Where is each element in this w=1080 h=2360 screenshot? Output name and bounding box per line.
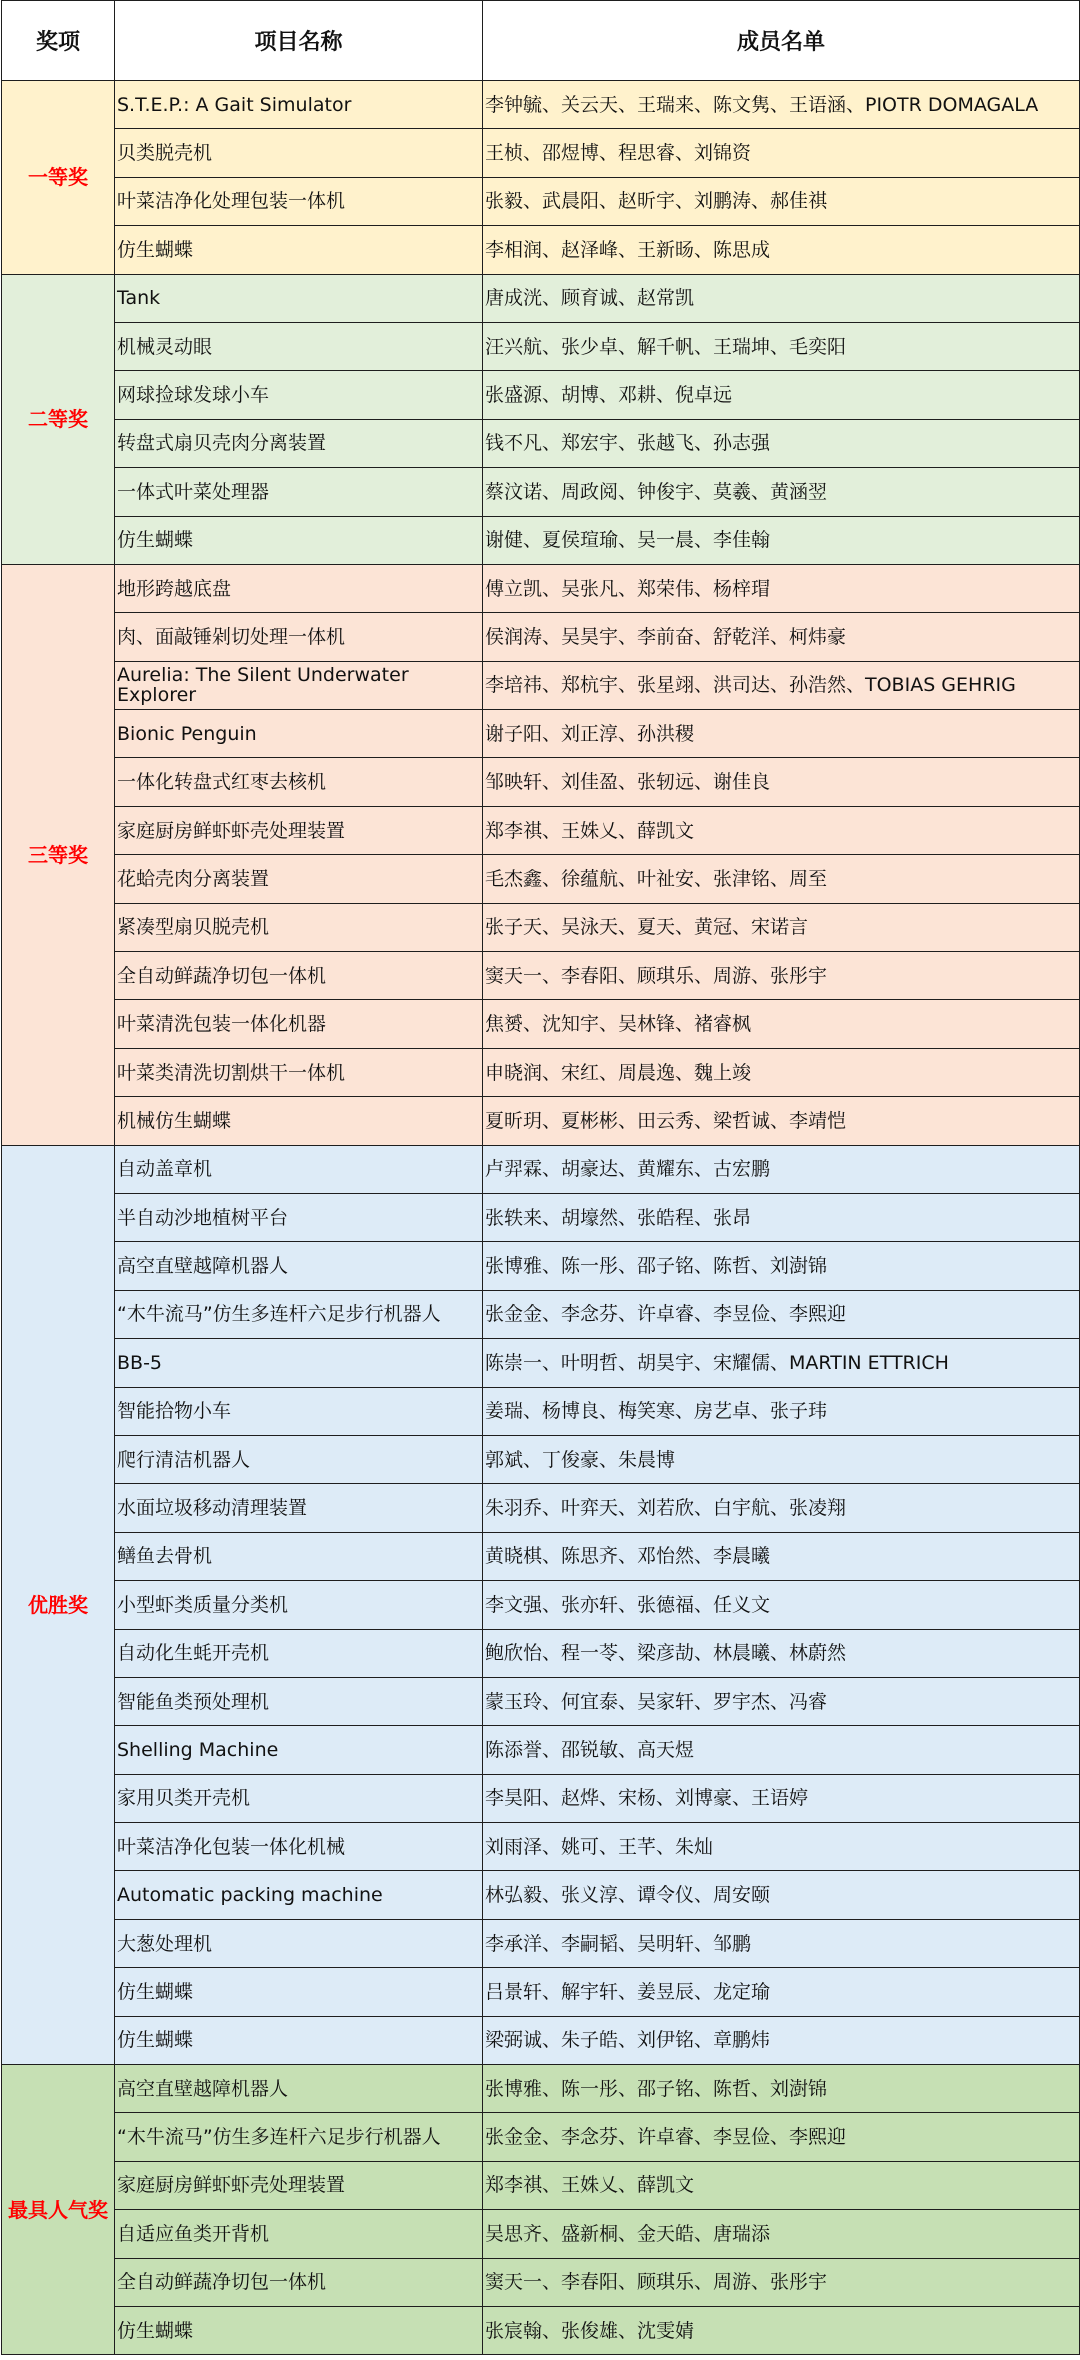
table-row bbox=[2, 1339, 1080, 1387]
table-row bbox=[2, 129, 1080, 177]
project-name-cell: “木牛流马”仿生多连杆六足步行机器人 bbox=[115, 2113, 483, 2161]
project-name-cell: 家庭厨房鲜虾虾壳处理装置 bbox=[115, 2161, 483, 2209]
project-name-cell: BB-5 bbox=[115, 1339, 483, 1387]
table-row bbox=[2, 1484, 1080, 1532]
table-row bbox=[2, 1823, 1080, 1871]
table-row bbox=[2, 564, 1080, 612]
member-list-cell: 郑李祺、王姝乂、薛凯文 bbox=[483, 806, 1080, 854]
header-project-name: 项目名称 bbox=[115, 1, 483, 81]
member-list-cell: 林弘毅、张义淳、谭令仪、周安颐 bbox=[483, 1871, 1080, 1919]
table-row bbox=[2, 1000, 1080, 1048]
member-list-cell: 李相润、赵泽峰、王新旸、陈思成 bbox=[483, 226, 1080, 274]
table-row bbox=[2, 177, 1080, 225]
project-name-cell: 自动化生蚝开壳机 bbox=[115, 1629, 483, 1677]
member-list-cell: 郑李祺、王姝乂、薛凯文 bbox=[483, 2161, 1080, 2209]
member-list-cell: 焦赟、沈知宇、吴林锋、褚睿枫 bbox=[483, 1000, 1080, 1048]
project-name-cell: 网球捡球发球小车 bbox=[115, 371, 483, 419]
project-name-cell: S.T.E.P.: A Gait Simulator bbox=[115, 81, 483, 129]
table-row bbox=[2, 1726, 1080, 1774]
member-list-cell: 李钟毓、关云天、王瑞来、陈文隽、王语涵、PIOTR DOMAGALA bbox=[483, 81, 1080, 129]
project-name-cell: 肉、面敲锤剁切处理一体机 bbox=[115, 613, 483, 661]
member-list-cell: 张博雅、陈一彤、邵子铭、陈哲、刘澍锦 bbox=[483, 1242, 1080, 1290]
project-name-cell: Automatic packing machine bbox=[115, 1871, 483, 1919]
member-list-cell: 张博雅、陈一彤、邵子铭、陈哲、刘澍锦 bbox=[483, 2065, 1080, 2113]
project-name-cell: 小型虾类质量分类机 bbox=[115, 1581, 483, 1629]
member-list-cell: 窦天一、李春阳、顾琪乐、周游、张彤宇 bbox=[483, 952, 1080, 1000]
table-row bbox=[2, 1532, 1080, 1580]
project-name-cell: Tank bbox=[115, 274, 483, 322]
table-row bbox=[2, 613, 1080, 661]
project-name-cell: 仿生蝴蝶 bbox=[115, 2306, 483, 2354]
table-row bbox=[2, 806, 1080, 854]
member-list-cell: 李昊阳、赵烨、宋杨、刘博豪、王语婷 bbox=[483, 1774, 1080, 1822]
table-row bbox=[2, 322, 1080, 370]
project-name-cell: 仿生蝴蝶 bbox=[115, 226, 483, 274]
project-name-cell: Aurelia: The Silent Underwater Explorer bbox=[115, 661, 483, 709]
table-row bbox=[2, 2161, 1080, 2209]
member-list-cell: 陈崇一、叶明哲、胡昊宇、宋耀儒、MARTIN ETTRICH bbox=[483, 1339, 1080, 1387]
awards-table bbox=[1, 0, 1080, 2355]
award-level-cell: 最具人气奖 bbox=[2, 2065, 115, 2355]
member-list-cell: 鲍欣怡、程一苓、梁彦劼、林晨曦、林蔚然 bbox=[483, 1629, 1080, 1677]
header-member-list: 成员名单 bbox=[483, 1, 1080, 81]
member-list-cell: 张宸翰、张俊雄、沈雯婧 bbox=[483, 2306, 1080, 2354]
member-list-cell: 张轶来、胡壕然、张皓程、张昂 bbox=[483, 1193, 1080, 1241]
table-row bbox=[2, 1048, 1080, 1096]
table-row bbox=[2, 1581, 1080, 1629]
table-row bbox=[2, 274, 1080, 322]
member-list-cell: 张子天、吴泳天、夏天、黄冠、宋诺言 bbox=[483, 903, 1080, 951]
table-row bbox=[2, 81, 1080, 129]
project-name-cell: 贝类脱壳机 bbox=[115, 129, 483, 177]
member-list-cell: 侯润涛、吴昊宇、李前奋、舒乾洋、柯炜豪 bbox=[483, 613, 1080, 661]
table-row bbox=[2, 371, 1080, 419]
member-list-cell: 夏昕玥、夏彬彬、田云秀、梁哲诚、李靖恺 bbox=[483, 1097, 1080, 1145]
member-list-cell: 李培祎、郑杭宇、张星翊、洪司达、孙浩然、TOBIAS GEHRIG bbox=[483, 661, 1080, 709]
project-name-cell: 叶菜类清洗切割烘干一体机 bbox=[115, 1048, 483, 1096]
project-name-cell: Bionic Penguin bbox=[115, 710, 483, 758]
table-row bbox=[2, 1871, 1080, 1919]
header-award: 奖项 bbox=[2, 1, 115, 81]
member-list-cell: 吕景轩、解宇轩、姜昱辰、龙定瑜 bbox=[483, 1968, 1080, 2016]
member-list-cell: 谢子阳、刘正淳、孙洪稷 bbox=[483, 710, 1080, 758]
table-row bbox=[2, 758, 1080, 806]
table-row bbox=[2, 661, 1080, 709]
project-name-cell: 自适应鱼类开背机 bbox=[115, 2210, 483, 2258]
member-list-cell: 吴思齐、盛新桐、金天皓、唐瑞添 bbox=[483, 2210, 1080, 2258]
member-list-cell: 朱羽乔、叶弈天、刘若欣、白宇航、张凌翔 bbox=[483, 1484, 1080, 1532]
award-table-body bbox=[2, 81, 1080, 2355]
award-level-cell: 优胜奖 bbox=[2, 1145, 115, 2064]
member-list-cell: 黄晓棋、陈思齐、邓怡然、李晨曦 bbox=[483, 1532, 1080, 1580]
project-name-cell: Shelling Machine bbox=[115, 1726, 483, 1774]
member-list-cell: 唐成洸、顾育诚、赵常凯 bbox=[483, 274, 1080, 322]
project-name-cell: 高空直壁越障机器人 bbox=[115, 1242, 483, 1290]
member-list-cell: 张盛源、胡博、邓耕、倪卓远 bbox=[483, 371, 1080, 419]
project-name-cell: 机械仿生蝴蝶 bbox=[115, 1097, 483, 1145]
project-name-cell: 爬行清洁机器人 bbox=[115, 1435, 483, 1483]
header-row bbox=[2, 1, 1080, 81]
table-row bbox=[2, 903, 1080, 951]
member-list-cell: 汪兴航、张少卓、解千帆、王瑞坤、毛奕阳 bbox=[483, 322, 1080, 370]
project-name-cell: 地形跨越底盘 bbox=[115, 564, 483, 612]
project-name-cell: 紧凑型扇贝脱壳机 bbox=[115, 903, 483, 951]
project-name-cell: 水面垃圾移动清理装置 bbox=[115, 1484, 483, 1532]
table-row bbox=[2, 1145, 1080, 1193]
table-row bbox=[2, 516, 1080, 564]
table-row bbox=[2, 419, 1080, 467]
project-name-cell: 半自动沙地植树平台 bbox=[115, 1193, 483, 1241]
table-row bbox=[2, 1435, 1080, 1483]
member-list-cell: 张金金、李念芬、许卓睿、李昱俭、李熙迎 bbox=[483, 1290, 1080, 1338]
table-row bbox=[2, 2258, 1080, 2306]
table-row bbox=[2, 2065, 1080, 2113]
table-row bbox=[2, 468, 1080, 516]
member-list-cell: 傅立凯、吴张凡、郑荣伟、杨梓瑁 bbox=[483, 564, 1080, 612]
member-list-cell: 陈添誉、邵锐敏、高天煜 bbox=[483, 1726, 1080, 1774]
project-name-cell: 鳝鱼去骨机 bbox=[115, 1532, 483, 1580]
member-list-cell: 刘雨泽、姚可、王芊、朱灿 bbox=[483, 1823, 1080, 1871]
award-level-cell: 二等奖 bbox=[2, 274, 115, 564]
member-list-cell: 姜瑞、杨博良、梅笑寒、房艺卓、张子玮 bbox=[483, 1387, 1080, 1435]
project-name-cell: 仿生蝴蝶 bbox=[115, 1968, 483, 2016]
table-row bbox=[2, 226, 1080, 274]
member-list-cell: 郭斌、丁俊豪、朱晨博 bbox=[483, 1435, 1080, 1483]
member-list-cell: 蔡汶诺、周政阅、钟俊宇、莫羲、黄涵翌 bbox=[483, 468, 1080, 516]
award-level-cell: 三等奖 bbox=[2, 564, 115, 1145]
project-name-cell: 一体化转盘式红枣去核机 bbox=[115, 758, 483, 806]
project-name-cell: 仿生蝴蝶 bbox=[115, 516, 483, 564]
member-list-cell: 卢羿霖、胡豪达、黄耀东、古宏鹏 bbox=[483, 1145, 1080, 1193]
table-row bbox=[2, 1387, 1080, 1435]
project-name-cell: 全自动鲜蔬净切包一体机 bbox=[115, 2258, 483, 2306]
project-name-cell: 仿生蝴蝶 bbox=[115, 2016, 483, 2064]
project-name-cell: 家用贝类开壳机 bbox=[115, 1774, 483, 1822]
member-list-cell: 窦天一、李春阳、顾琪乐、周游、张彤宇 bbox=[483, 2258, 1080, 2306]
member-list-cell: 谢健、夏侯瑄瑜、吴一晨、李佳翰 bbox=[483, 516, 1080, 564]
project-name-cell: 高空直壁越障机器人 bbox=[115, 2065, 483, 2113]
project-name-cell: 家庭厨房鲜虾虾壳处理装置 bbox=[115, 806, 483, 854]
project-name-cell: 大葱处理机 bbox=[115, 1919, 483, 1967]
project-name-cell: 花蛤壳肉分离装置 bbox=[115, 855, 483, 903]
project-name-cell: 叶菜洁净化包装一体化机械 bbox=[115, 1823, 483, 1871]
member-list-cell: 李文强、张亦轩、张德福、任义文 bbox=[483, 1581, 1080, 1629]
member-list-cell: 梁弼诚、朱子皓、刘伊铭、章鹏炜 bbox=[483, 2016, 1080, 2064]
project-name-cell: 机械灵动眼 bbox=[115, 322, 483, 370]
member-list-cell: 钱不凡、郑宏宇、张越飞、孙志强 bbox=[483, 419, 1080, 467]
project-name-cell: 智能拾物小车 bbox=[115, 1387, 483, 1435]
project-name-cell: 一体式叶菜处理器 bbox=[115, 468, 483, 516]
table-row bbox=[2, 2113, 1080, 2161]
member-list-cell: 蒙玉玲、何宜泰、吴家轩、罗宇杰、冯睿 bbox=[483, 1677, 1080, 1725]
member-list-cell: 张金金、李念芬、许卓睿、李昱俭、李熙迎 bbox=[483, 2113, 1080, 2161]
project-name-cell: 转盘式扇贝壳肉分离装置 bbox=[115, 419, 483, 467]
project-name-cell: “木牛流马”仿生多连杆六足步行机器人 bbox=[115, 1290, 483, 1338]
table-row bbox=[2, 1774, 1080, 1822]
project-name-cell: 全自动鲜蔬净切包一体机 bbox=[115, 952, 483, 1000]
member-list-cell: 毛杰鑫、徐蕴航、叶祉安、张津铭、周至 bbox=[483, 855, 1080, 903]
table-row bbox=[2, 1968, 1080, 2016]
table-row bbox=[2, 1193, 1080, 1241]
table-row bbox=[2, 952, 1080, 1000]
table-row bbox=[2, 1919, 1080, 1967]
table-row bbox=[2, 2210, 1080, 2258]
table-row bbox=[2, 710, 1080, 758]
member-list-cell: 申晓润、宋红、周晨逸、魏上竣 bbox=[483, 1048, 1080, 1096]
award-level-cell: 一等奖 bbox=[2, 81, 115, 275]
table-row bbox=[2, 1290, 1080, 1338]
table-row bbox=[2, 1242, 1080, 1290]
project-name-cell: 叶菜洁净化处理包装一体机 bbox=[115, 177, 483, 225]
member-list-cell: 李承洋、李嗣韬、吴明轩、邹鹏 bbox=[483, 1919, 1080, 1967]
member-list-cell: 王桢、邵煜博、程思睿、刘锦资 bbox=[483, 129, 1080, 177]
member-list-cell: 邹映轩、刘佳盈、张轫远、谢佳良 bbox=[483, 758, 1080, 806]
table-row bbox=[2, 1097, 1080, 1145]
member-list-cell: 张毅、武晨阳、赵昕宇、刘鹏涛、郝佳祺 bbox=[483, 177, 1080, 225]
table-row bbox=[2, 2306, 1080, 2354]
table-row bbox=[2, 2016, 1080, 2064]
table-row bbox=[2, 855, 1080, 903]
project-name-cell: 智能鱼类预处理机 bbox=[115, 1677, 483, 1725]
project-name-cell: 叶菜清洗包装一体化机器 bbox=[115, 1000, 483, 1048]
table-row bbox=[2, 1677, 1080, 1725]
table-row bbox=[2, 1629, 1080, 1677]
project-name-cell: 自动盖章机 bbox=[115, 1145, 483, 1193]
